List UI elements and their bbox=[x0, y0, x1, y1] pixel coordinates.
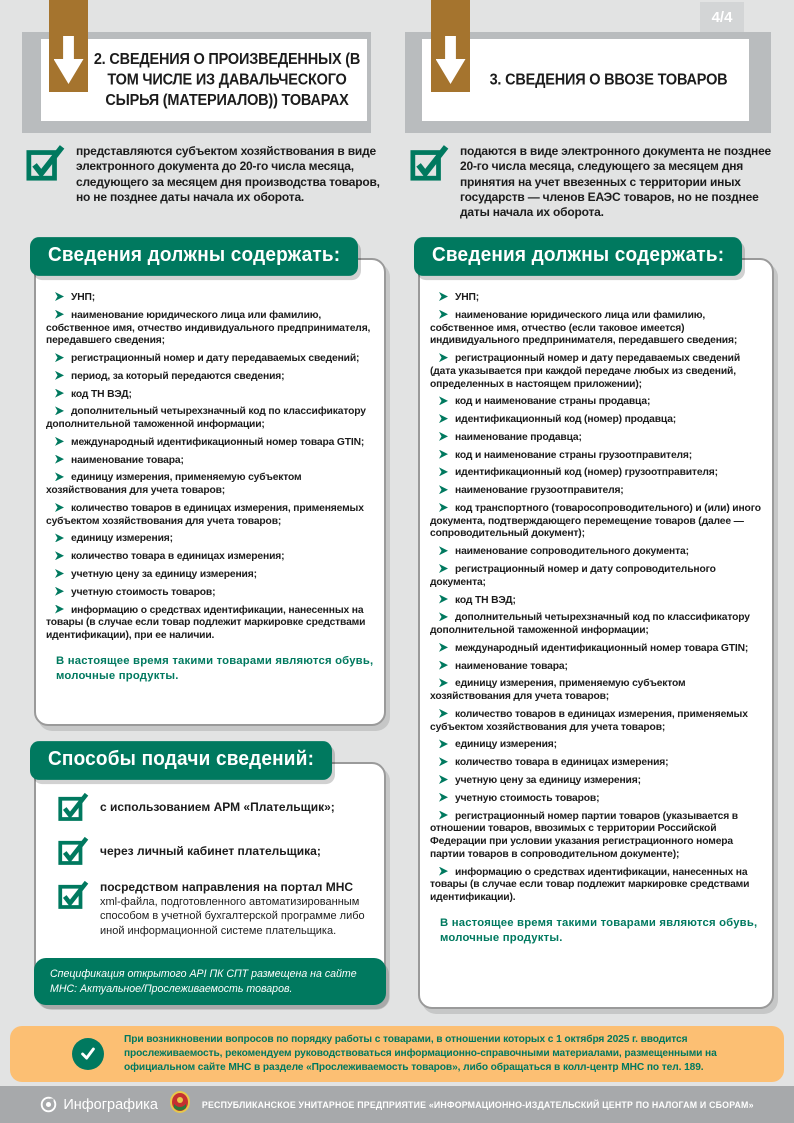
list-item: регистрационный номер и дату сопроводительного документа; bbox=[430, 564, 716, 588]
arrow-bullet-icon bbox=[439, 709, 448, 718]
checkbox-check-icon bbox=[58, 836, 88, 866]
arrow-bullet-icon bbox=[439, 353, 448, 362]
list-item: единицу измерения; bbox=[46, 533, 376, 546]
arrow-bullet-icon bbox=[439, 793, 448, 802]
header-titlebox-right bbox=[422, 39, 749, 121]
list-item: идентификационный код (номер) грузоотправителя; bbox=[430, 467, 764, 480]
list-item: идентификационный код (номер) продавца; bbox=[430, 414, 764, 427]
list-box-left bbox=[34, 258, 386, 726]
arrow-down-icon bbox=[436, 36, 466, 84]
arrow-bullet-icon bbox=[439, 450, 448, 459]
arrow-bullet-icon bbox=[55, 605, 64, 614]
section-title-left: 2. СВЕДЕНИЯ О ПРОИЗВЕДЕННЫХ (В ТОМ ЧИСЛЕ ИЗ ДАВАЛЬЧЕСКОГО СЫРЬЯ (МАТЕРИАЛОВ)) ТОВАРАХ bbox=[93, 50, 361, 109]
arrow-bullet-icon bbox=[439, 612, 448, 621]
header-titlebox-left bbox=[41, 39, 367, 121]
checkbox-check-icon bbox=[410, 144, 448, 182]
list-item: код и наименование страны продавца; bbox=[430, 396, 764, 409]
list-item: наименование юридического лица или фамилию, собственное имя, отчество (если таковое имеется) индивидуального предпринимателя, передавшего сведения; bbox=[430, 309, 738, 347]
brand-label: Инфографика bbox=[63, 1096, 158, 1113]
list-item: единицу измерения, применяемую субъектом хозяйствования для учета товаров; bbox=[430, 678, 686, 703]
list-item: наименование сопроводительного документа; bbox=[430, 546, 764, 559]
arrow-bullet-icon bbox=[55, 569, 64, 578]
arrow-bullet-icon bbox=[55, 503, 64, 512]
checkbox-check-icon bbox=[58, 880, 88, 910]
list-item: количество товара в единицах измерения; bbox=[46, 551, 376, 564]
arrow-bullet-icon bbox=[439, 595, 448, 604]
list-item: код ТН ВЭД; bbox=[46, 389, 376, 402]
current-goods-note-left: В настоящее время такими товарами являются обувь, молочные продукты. bbox=[56, 654, 374, 683]
list-item: дополнительный четырехзначный код по классификатору дополнительной таможенной информации; bbox=[46, 406, 366, 431]
arrow-bullet-icon bbox=[439, 564, 448, 573]
list-item: наименование грузоотправителя; bbox=[430, 485, 764, 498]
list-item: учетную цену за единицу измерения; bbox=[46, 569, 376, 582]
footer-notice-text: При возникновении вопросов по порядку работы с товарами, в отношении которых с 1 октября 2025 г. вводится прослеживаемость, рекомендуем руководствоваться информационно-справочными материалами, размещенными на официальном сайте МНС в разделе «Прослеживаемость товаров», либо обращаться в колл-центр МНС по тел. 189. bbox=[124, 1034, 717, 1073]
arrow-bullet-icon bbox=[55, 587, 64, 596]
intro-left bbox=[26, 144, 396, 205]
list-item: наименование юридического лица или фамилию, собственное имя, отчество индивидуального предпринимателя, передавшего сведения; bbox=[46, 309, 371, 347]
checkbox-check-icon bbox=[58, 792, 88, 822]
arrow-bullet-icon bbox=[55, 353, 64, 362]
arrow-down-icon bbox=[54, 36, 84, 84]
arrow-bullet-icon bbox=[55, 472, 64, 481]
current-goods-note-right: В настоящее время такими товарами являются обувь, молочные продукты. bbox=[440, 916, 758, 945]
arrow-bullet-icon bbox=[55, 310, 64, 319]
list-item: учетную стоимость товаров; bbox=[430, 793, 764, 806]
arrow-bullet-icon bbox=[439, 414, 448, 423]
list-item: наименование товара; bbox=[430, 661, 764, 674]
intro-right bbox=[410, 144, 788, 221]
arrow-bullet-icon bbox=[55, 406, 64, 415]
arrow-bullet-icon bbox=[439, 310, 448, 319]
list-box-right bbox=[418, 258, 774, 1009]
list-item: международный идентификационный номер товара GTIN; bbox=[46, 437, 376, 450]
list-item: учетную цену за единицу измерения; bbox=[430, 775, 764, 788]
arrow-bullet-icon bbox=[439, 546, 448, 555]
list-item: регистрационный номер партии товаров (указывается в отношении товаров, ввозимых с территории Российской Федерации при условии указания регистрационного номера партии товаров в сопроводительном документе); bbox=[430, 810, 738, 860]
way-label: через личный кабинет плательщика; bbox=[100, 843, 321, 858]
page-number-badge: 4/4 bbox=[700, 2, 744, 32]
requirements-list-right bbox=[430, 292, 764, 905]
arrow-bullet-icon bbox=[439, 661, 448, 670]
intro-text-right: подаются в виде электронного документа не позднее 20-го числа месяца, следующего за месяцем дня принятия на учет ввезенных с территории иных государств — членов ЕАЭС товаров, но не позднее даты начала их оборота. bbox=[460, 144, 772, 220]
list-item: код ТН ВЭД; bbox=[430, 595, 764, 608]
list-item: код транспортного (товаросопроводительного) и (или) иного документа, подтверждающего перемещение товаров (далее — сопроводительный документ); bbox=[430, 502, 761, 540]
camera-aperture-icon bbox=[40, 1096, 57, 1113]
list-header-left: Сведения должны содержать: bbox=[30, 237, 358, 276]
list-item: регистрационный номер и дату передаваемых сведений; bbox=[46, 353, 376, 366]
list-item: международный идентификационный номер товара GTIN; bbox=[430, 643, 764, 656]
arrow-bullet-icon bbox=[439, 292, 448, 301]
arrow-bullet-icon bbox=[439, 678, 448, 687]
list-item: количество товара в единицах измерения; bbox=[430, 757, 764, 770]
arrow-bullet-icon bbox=[439, 757, 448, 766]
section-title-right: 3. СВЕДЕНИЯ О ВВОЗЕ ТОВАРОВ bbox=[489, 70, 728, 89]
arrow-bullet-icon bbox=[55, 455, 64, 464]
list-item: наименование продавца; bbox=[430, 432, 764, 445]
list-item: период, за который передаются сведения; bbox=[46, 371, 376, 384]
way-label: с использованием АРМ «Плательщик»; bbox=[100, 799, 335, 814]
emblem-icon bbox=[168, 1090, 192, 1119]
list-item: информацию о средствах идентификации, нанесенных на товары (в случае если товар подлежит маркировке средствами идентификации). bbox=[430, 866, 750, 904]
arrow-bullet-icon bbox=[439, 811, 448, 820]
ways-box bbox=[34, 762, 386, 1005]
list-item: код и наименование страны грузоотправителя; bbox=[430, 450, 764, 463]
publisher-label: РЕСПУБЛИКАНСКОЕ УНИТАРНОЕ ПРЕДПРИЯТИЕ «ИНФОРМАЦИОННО-ИЗДАТЕЛЬСКИЙ ЦЕНТР ПО НАЛОГАМ И СБОРАМ» bbox=[201, 1099, 754, 1110]
arrow-bullet-icon bbox=[55, 389, 64, 398]
list-item: количество товаров в единицах измерения, применяемых субъектом хозяйствования для учета товаров; bbox=[430, 708, 748, 733]
arrow-bullet-icon bbox=[439, 503, 448, 512]
arrow-bullet-icon bbox=[439, 643, 448, 652]
arrow-bullet-icon bbox=[55, 551, 64, 560]
arrow-bullet-icon bbox=[55, 292, 64, 301]
arrow-bullet-icon bbox=[439, 467, 448, 476]
way-detail: xml-файла, подготовленного автоматизированным способом в учетной бухгалтерской программе либо иной информационной системе плательщика. bbox=[100, 896, 365, 937]
list-item: дополнительный четырехзначный код по классификатору дополнительной таможенной информации; bbox=[430, 612, 750, 637]
list-item: единицу измерения, применяемую субъектом хозяйствования для учета товаров; bbox=[46, 472, 302, 497]
ribbon-right bbox=[431, 0, 470, 92]
way-item bbox=[58, 792, 372, 822]
footer-publisher-band bbox=[0, 1086, 794, 1123]
arrow-bullet-icon bbox=[439, 739, 448, 748]
list-item: учетную стоимость товаров; bbox=[46, 587, 376, 600]
list-item: УНП; bbox=[46, 292, 376, 305]
footer-notice-band bbox=[10, 1026, 784, 1082]
ribbon-left bbox=[49, 0, 88, 92]
list-item: количество товаров в единицах измерения, применяемых субъектом хозяйствования для учета товаров; bbox=[46, 502, 364, 527]
api-spec-note: Спецификация открытого API ПК СПТ размещена на сайте МНС: Актуальное/Прослеживаемость товаров. bbox=[34, 958, 386, 1005]
ways-header: Способы подачи сведений: bbox=[30, 741, 332, 780]
arrow-bullet-icon bbox=[439, 775, 448, 784]
way-item bbox=[58, 880, 372, 938]
arrow-bullet-icon bbox=[55, 437, 64, 446]
requirements-list-left bbox=[46, 292, 376, 643]
checkbox-check-icon bbox=[26, 144, 64, 182]
list-item: УНП; bbox=[430, 292, 764, 305]
list-item: наименование товара; bbox=[46, 455, 376, 468]
list-item: единицу измерения; bbox=[430, 739, 764, 752]
list-item: регистрационный номер и дату передаваемых сведений (дата указывается при каждой передаче любых из сведений, определенных в настоящем приложении); bbox=[430, 353, 741, 390]
arrow-bullet-icon bbox=[55, 533, 64, 542]
list-item: информацию о средствах идентификации, нанесенных на товары (в случае если товар подлежит маркировке средствами идентификации), при ее наличии. bbox=[46, 604, 366, 642]
infographic-brand bbox=[40, 1096, 158, 1113]
check-circle-icon bbox=[72, 1038, 104, 1070]
arrow-bullet-icon bbox=[439, 396, 448, 405]
way-label: посредством направления на портал МНС bbox=[100, 880, 354, 894]
way-item bbox=[58, 836, 372, 866]
intro-text-left: представляются субъектом хозяйствования в виде электронного документа до 20-го числа месяца, следующего за месяцем дня производства товаров, но не позднее даты начала их оборота. bbox=[76, 144, 380, 205]
arrow-bullet-icon bbox=[439, 867, 448, 876]
arrow-bullet-icon bbox=[55, 371, 64, 380]
arrow-bullet-icon bbox=[439, 432, 448, 441]
list-header-right: Сведения должны содержать: bbox=[414, 237, 742, 276]
arrow-bullet-icon bbox=[439, 485, 448, 494]
